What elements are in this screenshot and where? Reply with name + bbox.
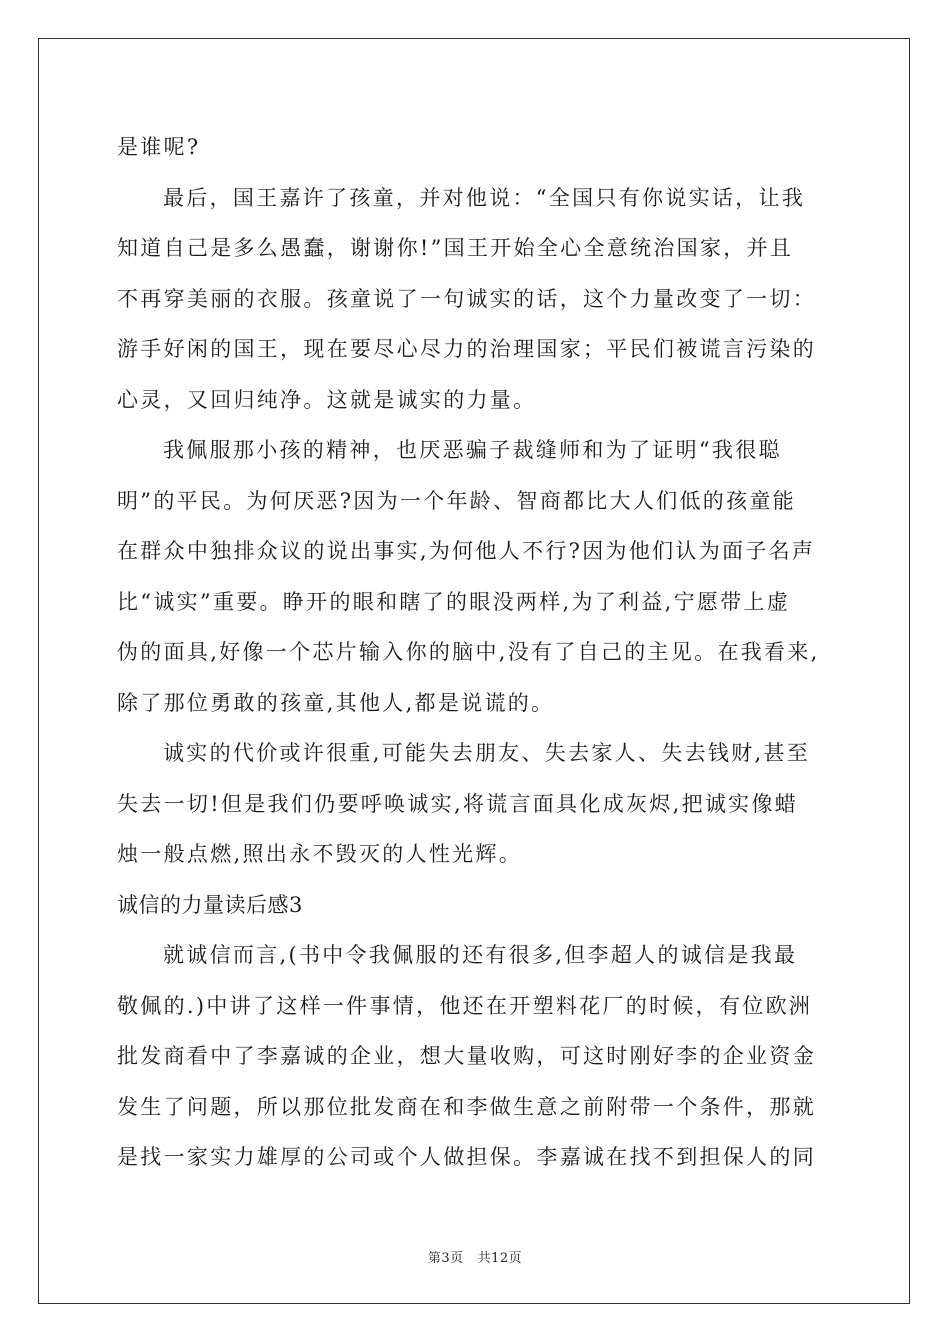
text-line: 游手好闲的国王，现在要尽心尽力的治理国家；平民们被谎言污染的 (117, 337, 816, 361)
document-body (117, 122, 837, 1183)
section-heading: 诚信的力量读后感3 (117, 892, 303, 917)
text-line: 在群众中独排众议的说出事实,为何他人不行?因为他们认为面子名声 (117, 539, 816, 563)
text-line: 失去一切!但是我们仍要呼唤诚实,将谎言面具化成灰烬,把诚实像蜡 (117, 791, 799, 816)
text-line: 是谁呢? (117, 135, 201, 159)
text-line: 烛一般点燃,照出永不毁灭的人性光辉。 (117, 842, 523, 866)
text-line: 批发商看中了李嘉诚的企业，想大量收购，可这时刚好李的企业资金 (117, 1044, 816, 1068)
text-line: 比“诚实”重要。睁开的眼和瞎了的眼没两样,为了利益,宁愿带上虚 (117, 589, 791, 614)
text-line: 除了那位勇敢的孩童,其他人,都是说谎的。 (117, 690, 555, 715)
text-line: 发生了问题，所以那位批发商在和李做生意之前附带一个条件，那就 (117, 1094, 816, 1119)
paragraph-first-line: 最后，国王嘉许了孩童，并对他说：“全国只有你说实话，让我 (163, 185, 806, 210)
total-pages: 共12页 (477, 1251, 523, 1266)
page-number: 第3页 (427, 1251, 464, 1266)
text-line: 知道自己是多么愚蠢，谢谢你!”国王开始全心全意统治国家，并且 (117, 236, 794, 260)
text-line: 心灵，又回归纯净。这就是诚实的力量。 (117, 387, 537, 412)
text-line: 是找一家实力雄厚的公司或个人做担保。李嘉诚在找不到担保人的同 (117, 1145, 816, 1169)
text-line: 明”的平民。为何厌恶?因为一个年龄、智商都比大人们低的孩童能 (117, 488, 796, 513)
text-line: 敬佩的.)中讲了这样一件事情，他还在开塑料花厂的时候，有位欧洲 (117, 993, 813, 1018)
paragraph-first-line: 我佩服那小孩的精神，也厌恶骗子裁缝师和为了证明“我很聪 (163, 438, 782, 462)
paragraph-first-line: 就诚信而言,(书中令我佩服的还有很多,但李超人的诚信是我最 (163, 943, 798, 967)
text-line: 伪的面具,好像一个芯片输入你的脑中,没有了自己的主见。在我看来, (117, 640, 820, 664)
page-footer (0, 1247, 950, 1266)
paragraph-first-line: 诚实的代价或许很重,可能失去朋友、失去家人、失去钱财,甚至 (163, 741, 811, 765)
text-line: 不再穿美丽的衣服。孩童说了一句诚实的话，这个力量改变了一切： (117, 286, 816, 311)
